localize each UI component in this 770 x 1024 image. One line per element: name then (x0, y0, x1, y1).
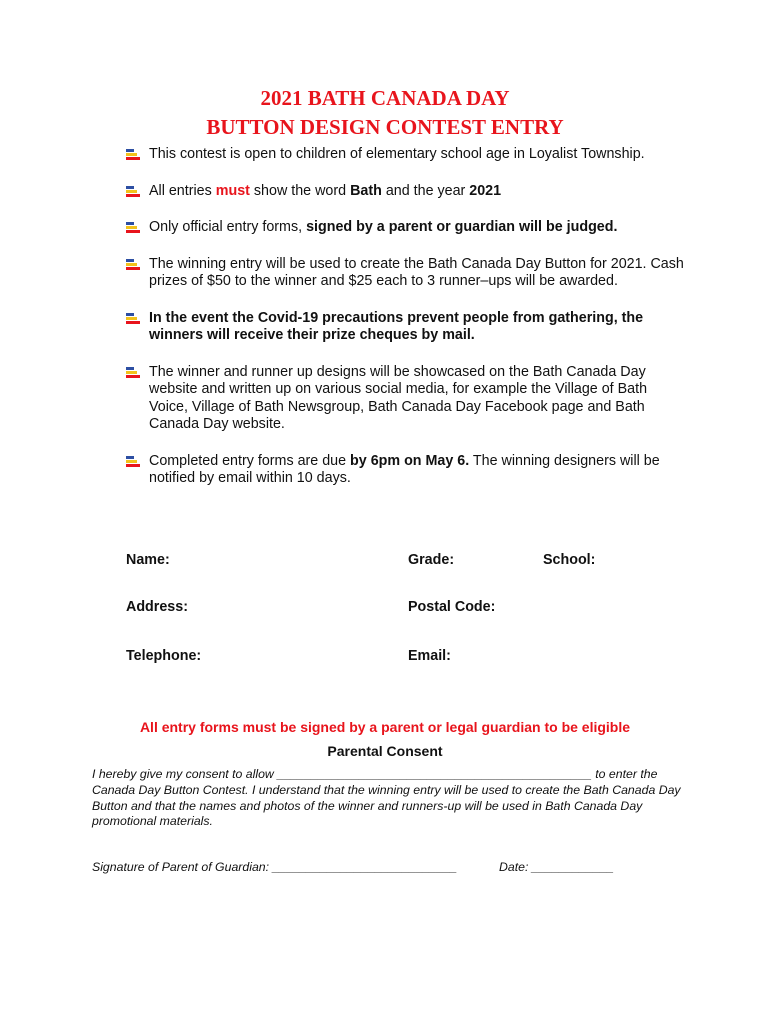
rule-text: and the year (381, 182, 470, 199)
rule-deadline (126, 453, 686, 488)
rule-showcase (126, 364, 686, 434)
rule-emphasis: must (215, 182, 250, 199)
rule-emphasis: signed by a parent or guardian will be judged. (306, 219, 618, 235)
bullet-icon (126, 186, 140, 198)
rule-text: The winner and runner up designs will be showcased on the Bath Canada Day website and written up on various social media, for example the Village of Bath Voice, Village of Bath Newsgroup, Bath Canada Day Facebook page and Bath Canada Day website. (149, 363, 648, 432)
rule-text: show the word (249, 182, 351, 199)
bullet-icon (126, 367, 140, 379)
rule-text: All entries (149, 182, 216, 199)
school-field-label: School: (543, 552, 596, 568)
name-field-label: Name: (126, 552, 170, 568)
rule-emphasis: by 6pm on May 6. (350, 452, 470, 469)
bullet-icon (126, 259, 140, 271)
grade-field-label: Grade: (408, 552, 455, 568)
rule-official-forms (126, 219, 686, 237)
postal-code-field-label: Postal Code: (408, 599, 496, 615)
rule-prizes (126, 256, 686, 291)
rule-emphasis: Bath (350, 182, 382, 199)
consent-heading: Parental Consent (327, 743, 443, 759)
date-line: Date: ____________ (499, 860, 614, 874)
rule-emphasis: 2021 (469, 182, 502, 199)
bullet-icon (126, 313, 140, 325)
rules-list (126, 146, 686, 488)
guardian-signature-line: Signature of Parent of Guardian: ___________________________ (92, 860, 458, 874)
title-line-1: 2021 BATH CANADA DAY (260, 86, 510, 110)
rule-covid (126, 310, 686, 345)
consent-text: I hereby give my consent to allow ______________________________________________ to enter the Canada Day Button Contest. I understand that the winning entry will be used to create the Bath Canada Day Button and that the names and photos of the winner and runners-up will be used in Bath Canada Day promotional materials. (92, 767, 681, 829)
rule-text: In the event the Covid-19 precautions prevent people from gathering, the winners will receive their prize cheques by mail. (149, 309, 644, 343)
bullet-icon (126, 456, 140, 468)
email-field-label: Email: (408, 648, 451, 664)
bullet-icon (126, 222, 140, 234)
rule-eligibility (126, 146, 686, 164)
title-line-2: BUTTON DESIGN CONTEST ENTRY (206, 115, 564, 139)
rule-text: The winning designers will be notified by email within 10 days. (149, 452, 660, 486)
bullet-icon (126, 149, 140, 161)
address-field-label: Address: (126, 599, 188, 615)
telephone-field-label: Telephone: (126, 648, 202, 664)
rule-text: Completed entry forms are due (149, 452, 351, 469)
rule-text: This contest is open to children of elementary school age in Loyalist Township. (149, 146, 645, 162)
rule-text: The winning entry will be used to create the Bath Canada Day Button for 2021. Cash prizes of $50 to the winner and $25 each to 3 runner–ups will be awarded. (149, 255, 684, 289)
rule-requirements (126, 183, 686, 201)
rule-text: Only official entry forms, (149, 219, 307, 235)
signature-warning: All entry forms must be signed by a parent or legal guardian to be eligible (139, 719, 631, 735)
